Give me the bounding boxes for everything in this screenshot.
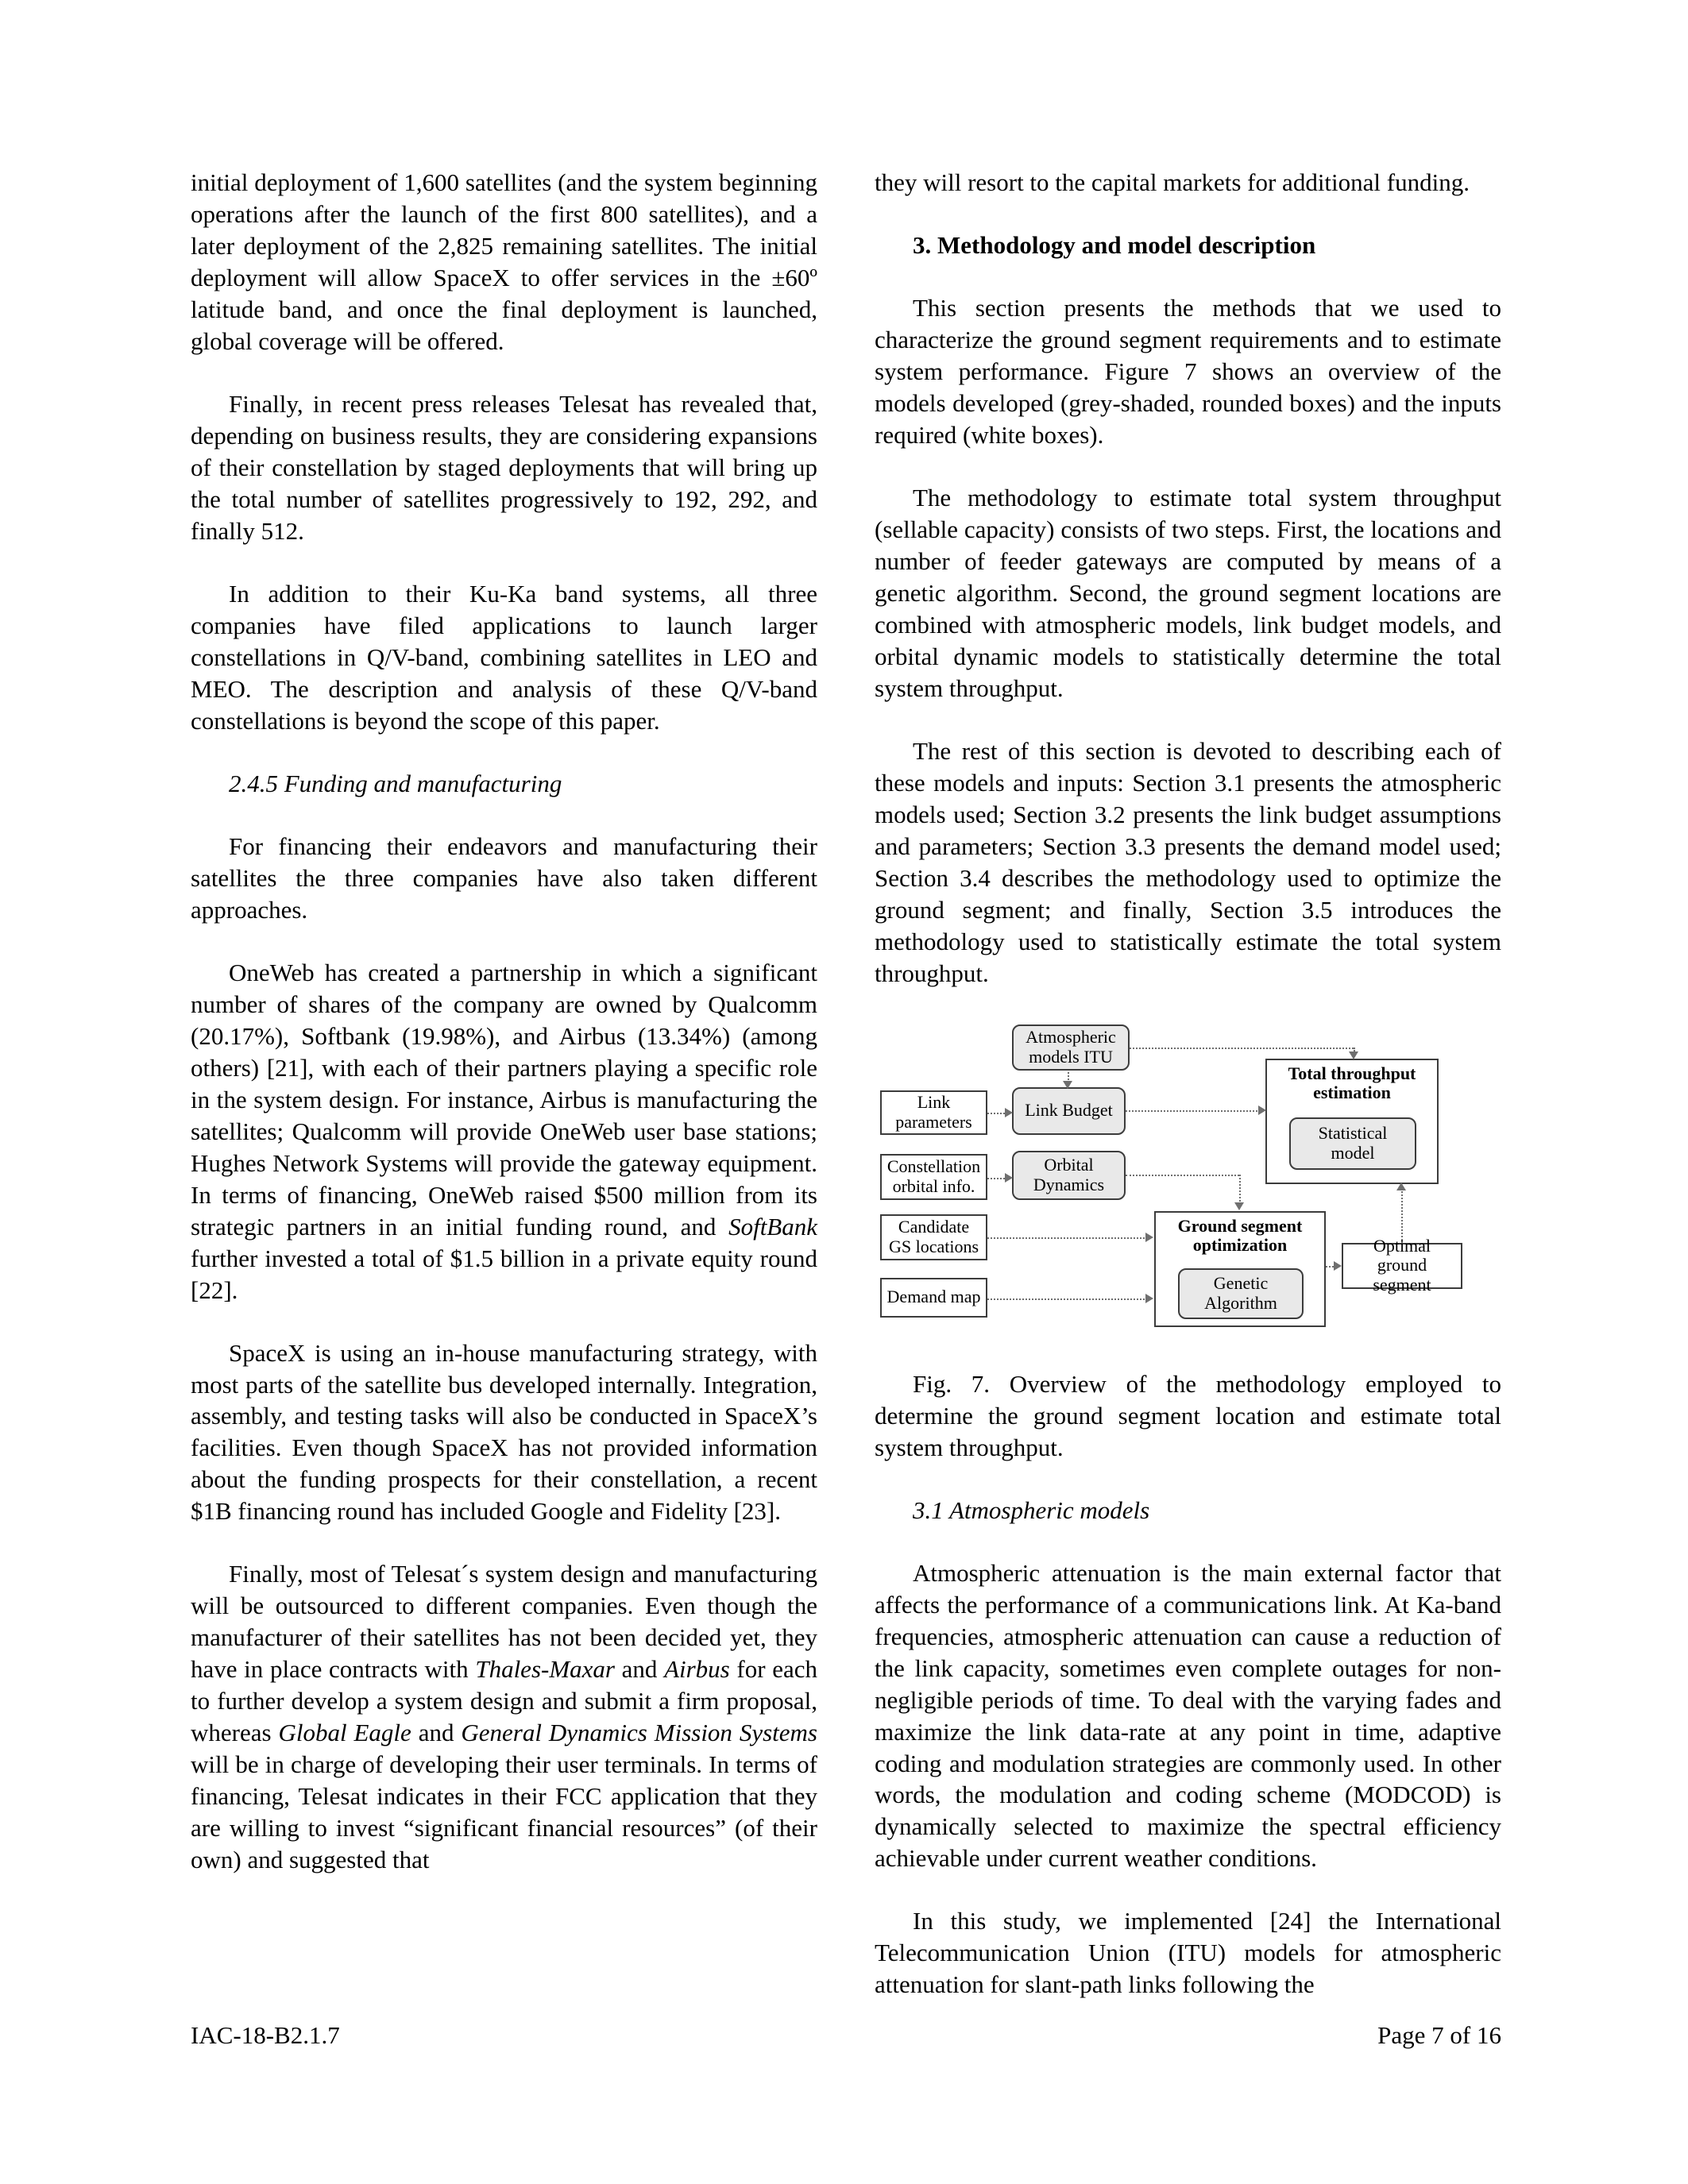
paragraph-atmospheric-attenuation: Atmospheric attenuation is the main external factor that affects the performance of a communications link. At Ka-band frequencies, atmospheric attenuation can cause a reduction of the link capacity, sometimes even complete outages for non-negligible periods of time. To deal with the varying fades and maximize the link data-rate at any point in time, adaptive coding and modulation strategies are commonly used. In other words, the modulation and coding scheme (MODCOD) is dynamically selected to maximize the spectral efficiency achievable under current weather conditions. [875, 1558, 1501, 1873]
paragraph-two-steps: The methodology to estimate total system throughput (sellable capacity) consists of two steps. First, the locations and number of feeder gateways are computed by means of a genetic algorithm. Second, the ground segment locations are combined with atmospheric models, link budget models, and orbital dynamic models to statistically determine the total system throughput. [875, 483, 1501, 702]
arrowhead-icon [1396, 1183, 1406, 1190]
paragraph-section-roadmap: The rest of this section is devoted to describing each of these models and inputs: Section 3.1 presents the atmospheric models used; Section 3.2 presents the link budget assumptions and parameters; Section 3.3 presents the demand model used; Section 3.4 describes the methodology used to optimize the ground segment; and finally, Section 3.5 introduces the methodology used to statistically estimate the total system throughput. [875, 736, 1501, 987]
diagram-group-total-throughput [1265, 1059, 1439, 1184]
paragraph-itu-models: In this study, we implemented [24] the International Telecommunication Union (ITU) models for atmospheric attenuation for slant-path links following the [875, 1907, 1501, 1999]
arrowhead-icon [1349, 1051, 1358, 1059]
figure-7-caption: Fig. 7. Overview of the methodology employed to determine the ground segment location and estimate total system throughput. [875, 1369, 1501, 1461]
section-heading-funding: 2.4.5 Funding and manufacturing [229, 769, 562, 797]
diagram-box-orbital-dynamics: Orbital Dynamics [1012, 1151, 1126, 1200]
connector-candidate-to-gsopt [987, 1237, 1148, 1239]
page-footer [191, 2021, 1501, 2050]
paragraph-capital-markets: they will resort to the capital markets for additional funding. [875, 168, 1470, 196]
diagram-group-title-total-throughput: Total throughput estimation [1288, 1063, 1416, 1103]
diagram-box-atmospheric-models: Atmospheric models ITU [1012, 1024, 1130, 1071]
paragraph-financing-intro: For financing their endeavors and manufacturing their satellites the three companies have also taken different approaches. [191, 832, 817, 924]
text-segment-italic: Global Eagle [278, 1719, 411, 1747]
connector-orbital-to-gsopt-drop [1239, 1175, 1241, 1205]
diagram-box-genetic-algorithm: Genetic Algorithm [1178, 1268, 1304, 1319]
diagram-group-ground-segment-optimization [1154, 1211, 1326, 1327]
diagram-box-candidate-gs-locations: Candidate GS locations [880, 1214, 987, 1260]
arrowhead-icon [1258, 1106, 1266, 1115]
arrowhead-icon [1234, 1202, 1244, 1210]
diagram-box-optimal-ground-segment: Optimal ground segment [1342, 1243, 1462, 1289]
arrowhead-icon [1063, 1081, 1072, 1089]
text-segment-italic: General Dynamics Mission Systems [461, 1719, 817, 1747]
text-segment-italic: Thales-Maxar [475, 1655, 615, 1684]
text-segment-italic: SoftBank [728, 1212, 817, 1241]
diagram-group-title-ground-segment: Ground segment optimization [1177, 1215, 1303, 1256]
text-segment-italic: Airbus [664, 1655, 730, 1684]
text-segment: and [411, 1719, 462, 1747]
left-column [191, 167, 817, 2032]
arrowhead-icon [1145, 1294, 1153, 1303]
paragraph-spacex-manufacturing: SpaceX is using an in-house manufacturing strategy, with most parts of the satellite bus developed internally. Integration, assembly, and testing tasks will also be conducted in SpaceX’s facilities. Even though SpaceX has not provided information about the funding prospects for their constellation, a recent $1B financing round has included Google and Fidelity [23]. [191, 1338, 817, 1526]
connector-demand-to-gsopt [987, 1298, 1148, 1300]
text-segment: OneWeb has created a partnership in which a significant number of shares of the company are owned by Qualcomm (20.17%), Softbank (19.98%), and Airbus (13.34%) (among others) [21], with each of their partners playing a specific role in the system design. For instance, Airbus is manufacturing the satellites; Qualcomm will provide OneWeb user base stations; Hughes Network Systems will provide the gateway equipment. In terms of financing, OneWeb raised $500 million from its strategic partners in an initial funding round, and [191, 958, 817, 1241]
footer-paper-id: IAC-18-B2.1.7 [191, 2021, 340, 2049]
footer-page-number: Page 7 of 16 [1377, 2021, 1501, 2049]
text-segment: Finally, most of Telesat´s system design and manufacturing will be outsourced to different companies. Even though the manufacturer of their satellites has not been decided yet, they have in place contracts with [191, 1560, 817, 1684]
connector-optimal-to-throughput [1401, 1189, 1403, 1243]
arrowhead-icon [1145, 1233, 1153, 1242]
diagram-box-demand-map: Demand map [880, 1278, 987, 1318]
diagram-box-link-budget: Link Budget [1012, 1087, 1126, 1135]
paragraph-telesat-outsourcing [191, 1558, 817, 1876]
arrowhead-icon [1005, 1108, 1013, 1117]
paragraph-oneweb-funding [191, 957, 817, 1306]
diagram-box-link-parameters: Link parameters [880, 1090, 987, 1135]
text-segment: for each to further develop a system design and submit a firm proposal, whereas [191, 1655, 817, 1747]
paragraph-methods-overview: This section presents the methods that we used to characterize the ground segment requirements and to estimate system performance. Figure 7 shows an overview of the models developed (grey-shaded, rounded boxes) and the inputs required (white boxes). [875, 293, 1501, 449]
section-heading-methodology: 3. Methodology and model description [913, 230, 1316, 259]
right-column [875, 167, 1501, 2032]
paragraph-qv-band: In addition to their Ku-Ka band systems, all three companies have filed applications to launch larger constellations in Q/V-band, combining satellites in LEO and MEO. The description and analysis of these Q/V-band constellations is beyond the scope of this paper. [191, 579, 817, 735]
figure-7-diagram [875, 1021, 1501, 1348]
text-segment: will be in charge of developing their user terminals. In terms of financing, Telesat indicates in their FCC application that they are willing to invest “significant financial resources” (of their own) and suggested that [191, 1750, 817, 1874]
connector-atmospheric-to-throughput [1130, 1048, 1354, 1049]
text-segment: and [614, 1655, 665, 1684]
text-segment: further invested a total of $1.5 billion in a private equity round [22]. [191, 1244, 817, 1304]
paragraph-deployment: initial deployment of 1,600 satellites (and the system beginning operations after the launch of the first 800 satellites), and a later deployment of the 2,825 remaining satellites. The initial deployment will allow SpaceX to offer services in the ±60º latitude band, and once the final deployment is launched, global coverage will be offered. [191, 168, 817, 355]
connector-budget-to-throughput [1126, 1110, 1261, 1112]
arrowhead-icon [1334, 1261, 1342, 1271]
arrowhead-icon [1005, 1173, 1013, 1183]
section-heading-atmospheric-models: 3.1 Atmospheric models [913, 1495, 1150, 1524]
page-content [191, 167, 1501, 2032]
diagram-box-constellation-info: Constellation orbital info. [880, 1154, 987, 1200]
diagram-box-statistical-model: Statistical model [1289, 1117, 1416, 1170]
paragraph-telesat-expansion: Finally, in recent press releases Telesat has revealed that, depending on business results, they are considering expansions of their constellation by staged deployments that will bring up the total number of satellites progressively to 192, 292, and finally 512. [191, 389, 817, 545]
connector-orbital-to-gsopt [1126, 1175, 1239, 1176]
